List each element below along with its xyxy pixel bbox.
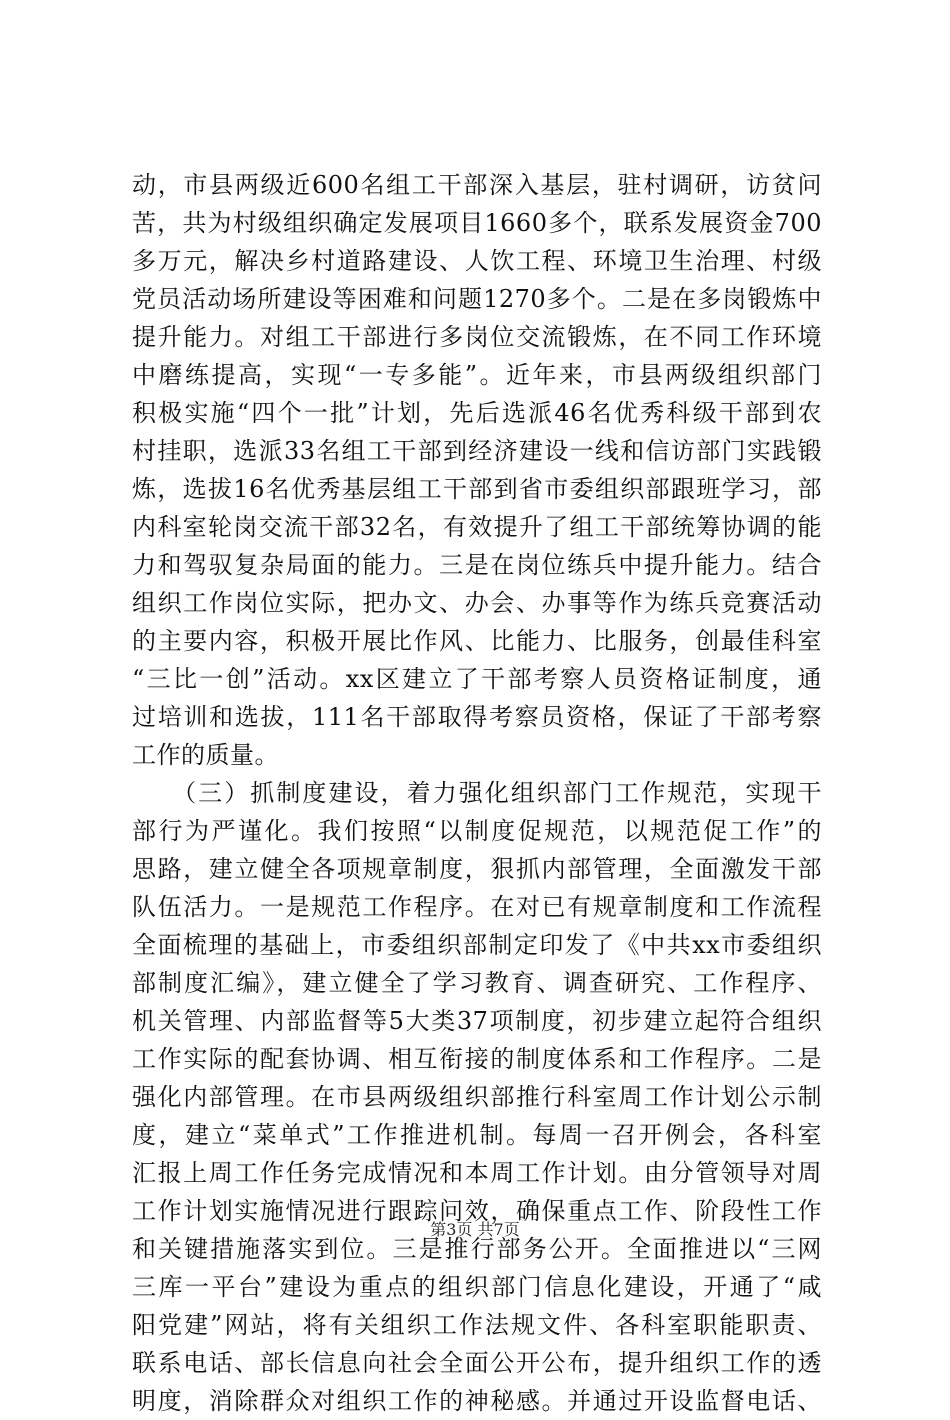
text-line: 中磨练提高，实现“一专多能”。近年来，市县两级组织部门 — [132, 361, 822, 389]
text-line: 村挂职，选派33名组工干部到经济建设一线和信访部门实践锻 — [132, 437, 822, 465]
text-line: 提升能力。对组工干部进行多岗位交流锻炼，在不同工作环境 — [132, 323, 822, 351]
text-line: 联系电话、部长信息向社会全面公开公布，提升组织工作的透 — [132, 1349, 822, 1377]
text-line: 机关管理、内部监督等5大类37项制度，初步建立起符合组织 — [132, 1007, 822, 1035]
text-line: 炼，选拔16名优秀基层组工干部到省市委组织部跟班学习，部 — [132, 475, 822, 503]
text-line: 力和驾驭复杂局面的能力。三是在岗位练兵中提升能力。结合 — [132, 551, 822, 579]
text-line: 部制度汇编》，建立健全了学习教育、调查研究、工作程序、 — [132, 969, 822, 997]
text-line: 工作计划实施情况进行跟踪问效，确保重点工作、阶段性工作 — [132, 1197, 822, 1225]
text-line: 三库一平台”建设为重点的组织部门信息化建设，开通了“咸 — [132, 1273, 822, 1301]
text-line: 的主要内容，积极开展比作风、比能力、比服务，创最佳科室 — [132, 627, 822, 655]
text-line: 思路，建立健全各项规章制度，狠抓内部管理，全面激发干部 — [132, 855, 822, 883]
text-line: 汇报上周工作任务完成情况和本周工作计划。由分管领导对周 — [132, 1159, 822, 1187]
text-line: 工作实际的配套协调、相互衔接的制度体系和工作程序。二是 — [132, 1045, 822, 1073]
text-line: 阳党建”网站，将有关组织工作法规文件、各科室职能职责、 — [132, 1311, 822, 1339]
text-line: 苦，共为村级组织确定发展项目1660多个，联系发展资金700 — [132, 209, 822, 237]
text-line: 工作的质量。 — [132, 741, 279, 769]
text-line: 积极实施“四个一批”计划，先后选派46名优秀科级干部到农 — [132, 399, 822, 427]
text-line: 明度，消除群众对组织工作的神秘感。并通过开设监督电话、 — [132, 1387, 822, 1415]
text-line: 全面梳理的基础上，市委组织部制定印发了《中共xx市委组织 — [132, 931, 822, 959]
text-line: 和关键措施落实到位。三是推行部务公开。全面推进以“三网 — [132, 1235, 822, 1263]
text-line: 部行为严谨化。我们按照“以制度促规范，以规范促工作”的 — [132, 817, 822, 845]
text-line: （三）抓制度建设，着力强化组织部门工作规范，实现干 — [132, 779, 822, 807]
text-line: 党员活动场所建设等困难和问题1270多个。二是在多岗锻炼中 — [132, 285, 822, 313]
text-line: 度，建立“菜单式”工作推进机制。每周一召开例会，各科室 — [132, 1121, 822, 1149]
text-line: 内科室轮岗交流干部32名，有效提升了组工干部统筹协调的能 — [132, 513, 822, 541]
text-line: 强化内部管理。在市县两级组织部推行科室周工作计划公示制 — [132, 1083, 822, 1111]
text-line: 队伍活力。一是规范工作程序。在对已有规章制度和工作流程 — [132, 893, 822, 921]
text-line: 动，市县两级近600名组工干部深入基层，驻村调研，访贫问 — [132, 171, 822, 199]
text-line: 过培训和选拔，111名干部取得考察员资格，保证了干部考察 — [132, 703, 822, 731]
text-line: 多万元，解决乡村道路建设、人饮工程、环境卫生治理、村级 — [132, 247, 822, 275]
page-footer: 第3页 共7页 — [430, 1220, 520, 1239]
text-line: 组织工作岗位实际，把办文、办会、办事等作为练兵竞赛活动 — [132, 589, 822, 617]
text-line: “三比一创”活动。xx区建立了干部考察人员资格证制度，通 — [132, 665, 822, 693]
